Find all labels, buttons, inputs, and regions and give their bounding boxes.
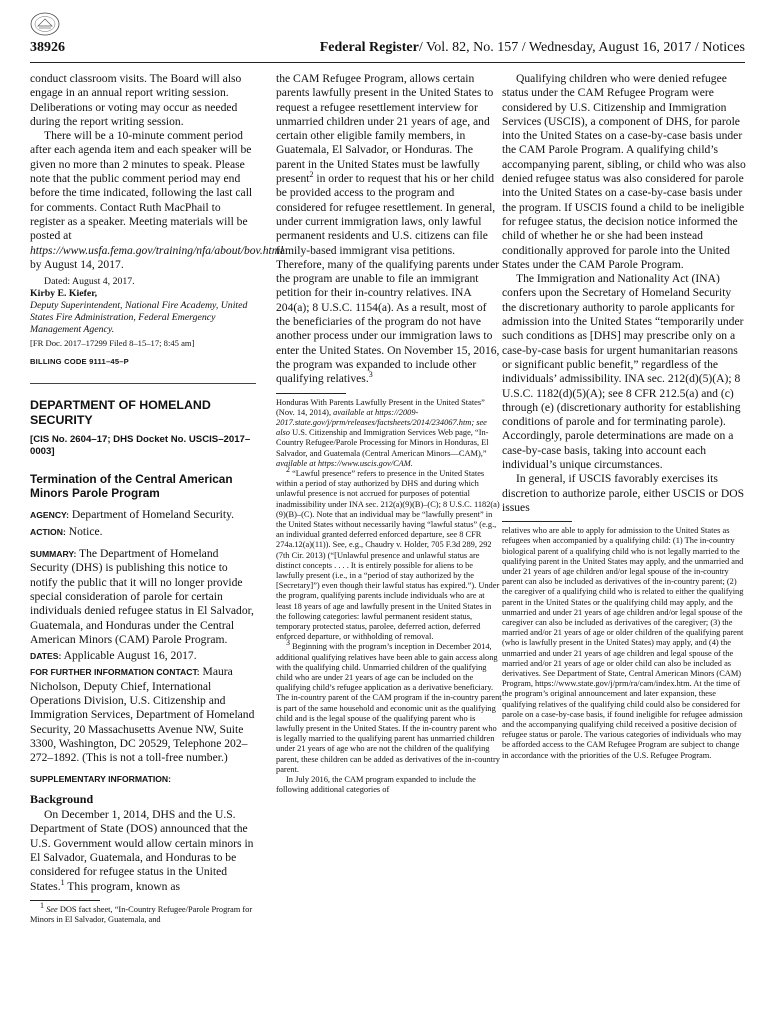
- footnote: Honduras With Parents Lawfully Present in the United States” (Nov. 14, 2014), available at https://2009-2017.state.gov/j/prm/releases/factsheets/2014/234067.htm; see also U.S. Citizenship and Immigration Services Web page, “In-Country Refugee/Parole Processing for Minors in Honduras, El Salvador, and Guatemala (Central American Minors—CAM),” available at https://www.uscis.gov/CAM.: [276, 397, 489, 468]
- supplementary-label: SUPPLEMENTARY INFORMATION:: [30, 773, 171, 784]
- docket-number: [CIS No. 2604–17; DHS Docket No. USCIS–2017–0003]: [30, 434, 251, 458]
- footnote-rule: [276, 393, 346, 394]
- paragraph: The Immigration and Nationality Act (INA) confers upon the Secretary of Homeland Security the discretionary authority to parole applicants for admission into the United States “temporarily under such conditions as [DHS] may prescribe only on a case-by-case basis for urgent humanitarian reasons or significant public benefit,” regardless of the individuals’ admissibility. INA sec. 212(d)(5)(A); 8 U.S.C. 1182(d)(5)(A); see 8 CFR 212.5(a) and (c) through (e) (discretionary authority for establishing conditions of parole and for terminating parole). Accordingly, parole determinations are made on a case-by-case basis, taking into account each individual’s unique circumstances.: [502, 272, 744, 472]
- contact-field: FOR FURTHER INFORMATION CONTACT: Maura Nicholson, Deputy Chief, International Operations Division, U.S. Citizenship and Immigration Services, Department of Homeland Security, 20 Massachusetts Avenue NW, Suite 3300, Washington, DC 20529, Telephone 202–272–1892. (This is not a toll-free number.): [30, 665, 255, 765]
- gpo-authentication-seal-icon: [30, 12, 60, 36]
- agency-heading: DEPARTMENT OF HOMELAND SECURITY: [30, 398, 211, 428]
- paragraph: conduct classroom visits. The Board will also engage in an annual report writing session. Deliberations or voting may occur as needed during the report writing session.: [30, 72, 242, 128]
- billing-code: BILLING CODE 9111–45–P: [30, 357, 129, 367]
- issue-line: / Vol. 82, No. 157 / Wednesday, August 16, 2017 / Notices: [418, 40, 745, 55]
- paragraph: In general, if USCIS favorably exercises its discretion to authorize parole, either USCIS or DOS issues: [502, 472, 745, 514]
- footnote: relatives who are able to apply for admission to the United States as refugees when accompanied by a qualifying child: (1) The in-country biological parent of a qualifying child who is not legally married to the qualifying parent in the United States may apply, and the unmarried and under 21 years of age children and/or legal spouse of the in-country parent can also be included as derivatives of the in-country parent; (2) the caregiver of a qualifying child who is related to either the qualifying parent in the United States or the qualifying child may apply, and the unmarried and under 21 years of age children and/or legal spouse of the caregiver can also be included as derivatives of the caregiver; (3) the married and/or 21 years of age or older children of the qualifying parent (who is lawfully present in the United States) may apply, and (4) the unmarried and under 21 years of age children and legal spouse of the married and/or 21 years of age or older child can also be included as derivatives. See Department of State, Central American Minors (CAM) Program, https://www.state.gov/j/prm/ra/cam/index.htm. At the time of the program’s original announcement and later expansion, these qualifying relatives of the qualifying child could also be considered for parole on a case-by-case basis, if found ineligible for refugee admission and the accompanying qualifying child received a positive decision of refugee status or parole. The various categories of individuals who may be afforded access to the CAM Refugee Program are subject to change in accordance with the priorities of the U.S. Refugee Program.: [502, 526, 744, 760]
- footnote: 2 “Lawful presence” refers to presence in the United States within a period of stay authorized by DHS and during which unlawful presence is not accrued for purposes of potential inadmissibility under INA sec. 212(a)(9)(B)–(C); 8 U.S.C. 1182(a)(9)(B)–(C). Note that an individual may be “lawfully present” in the United States without necessarily having “lawful status” (e.g., an individual granted deferred enforced departure, see 8 CFR 274a.12(a)(11)). See, e.g., Chaudry v. Holder, 705 F.3d 289, 292 (7th Cir. 2013) (“[Unlawful presence and unlawful status are distinct concepts . . . . It is entirely possible for aliens to be lawfully present (i.e., in a “period of stay authorized by the [Secretary]”) even though their lawful status has expired.”). Under the program, qualifying parents include individuals who are at least 18 years of age and lawfully present in the United States in the following categories: lawful permanent resident status, temporary protected status, parolee, deferred action, deferred enforced departure, or withholding of removal.: [276, 465, 500, 642]
- dates-field: DATES: Applicable August 16, 2017.: [30, 649, 197, 663]
- dated-line: Dated: August 4, 2017.: [44, 276, 135, 288]
- paragraph: Qualifying children who were denied refugee status under the CAM Refugee Program were considered by U.S. Citizenship and Immigration Services (USCIS), a component of DHS, for parole into the United States on a case-by-case basis under the CAM Parole Program. A qualifying child’s accompanying parent, sibling, or child who was also denied refugee status was also considered for parole into the United States on a case-by-case basis under the program. If USCIS found a child to be ineligible for refugee status, the decision notice informed the child of whether he or she had been instead conditionally approved for parole into the United States under the CAM Parole Program.: [502, 72, 746, 271]
- column-2: [276, 72, 502, 1017]
- footnote: 1 See DOS fact sheet, “In-Country Refugee/Parole Program for Minors in El Salvador, Guatemala, and: [30, 901, 253, 925]
- page-number: 38926: [30, 40, 65, 55]
- publication-name: Federal Register: [319, 40, 419, 55]
- page-header: [30, 40, 745, 60]
- background-heading: Background: [30, 791, 94, 806]
- header-rule: [30, 62, 745, 63]
- agency-field: AGENCY: Department of Homeland Security.: [30, 508, 235, 522]
- footnote-rule: [502, 521, 572, 522]
- paragraph: There will be a 10-minute comment period after each agenda item and each speaker will be given no more than 2 minutes to speak. Please note that the public comment period may end before the time indicated, following the last call for comments. Contact Ruth MacPhail to register as a speaker. Meeting materials will be posted at https://www.usfa.fema.gov/training/nfa/about/bov.html by August 14, 2017.: [30, 129, 284, 271]
- summary-field: SUMMARY: The Department of Homeland Security (DHS) is publishing this notice to notify the public that it will no longer provide special consideration of parole for certain individuals denied refugee status in El Salvador, Guatemala, and Honduras under the Central American Minors (CAM) Parole Program.: [30, 547, 254, 646]
- paragraph: On December 1, 2014, DHS and the U.S. Department of State (DOS) announced that the U.S. Government would allow certain minors in El Salvador, Guatemala, and Honduras to be considered for refugee status in the United States.$^1$ This program, known as: [30, 808, 254, 893]
- footnote: In July 2016, the CAM program expanded to include the following additional categories of: [276, 775, 476, 795]
- column-3: [502, 72, 746, 1017]
- footnote-ref[interactable]: 2: [309, 170, 314, 180]
- paragraph: the CAM Refugee Program, allows certain parents lawfully present in the United States to request a refugee resettlement interview for unmarried children under 21 years of age, and certain other eligible family members, in Guatemala, El Salvador, or Honduras. The parent in the United States must be lawfully present$^2$ in order to request that his or her child be provided access to the program and considered for refugee resettlement. In general, under current immigration laws, only lawful permanent residents and U.S. citizens can file family-based immigrant visa petitions. Therefore, many of the qualifying parents under the program are unable to file an immigrant petition for their in-country relatives. INA 204(a); 8 U.S.C. 1154(a). As a result, most of the beneficiaries of the program do not have another process under our immigration laws to enter the United States. On November 15, 2016, the program was expanded to include other qualifying relatives.$^3$: [276, 72, 500, 386]
- uscis-cam-link[interactable]: available at https://www.uscis.gov/CAM.: [276, 458, 413, 468]
- meeting-materials-link[interactable]: https://www.usfa.fema.gov/training/nfa/about/bov.html: [30, 243, 284, 257]
- fr-doc-line: [FR Doc. 2017–17299 Filed 8–15–17; 8:45 am]: [30, 338, 195, 349]
- signer-title: Deputy Superintendent, National Fire Academy, United States Fire Administration, Federal Emergency Management Agency.: [30, 300, 248, 336]
- document-title: Termination of the Central American Minors Parole Program: [30, 472, 233, 501]
- signer-name: Kirby E. Kiefer,: [30, 288, 98, 300]
- footnote-ref[interactable]: 3: [368, 370, 373, 380]
- action-field: ACTION: Notice.: [30, 524, 103, 538]
- column-1: [30, 72, 284, 1017]
- section-divider: [30, 383, 256, 384]
- footnote: 3 Beginning with the program’s inception in December 2014, additional qualifying relatives have been able to gain access along with the qualifying child. Unmarried children of the qualifying child who are under 21 years of age can be included on the qualifying child’s refugee application as a derivative beneficiary. The in-country parent of the CAM program if the in-country parent is part of the same household and economic unit as the qualifying child and is the legal spouse of the qualifying parent who is lawfully present in the United States. If the in-country parent who is legally married to the qualifying parent has unmarried children under 21 years of age who are not the children of the qualifying parent, these children can be added as derivatives of the in-country parent.: [276, 638, 502, 774]
- header-title: [320, 40, 745, 56]
- footnote-ref[interactable]: 1: [60, 877, 65, 887]
- fact-sheet-link[interactable]: available at https://2009-2017.state.gov/j/prm/releases/factsheets/2014/234067.htm; see also: [276, 407, 487, 438]
